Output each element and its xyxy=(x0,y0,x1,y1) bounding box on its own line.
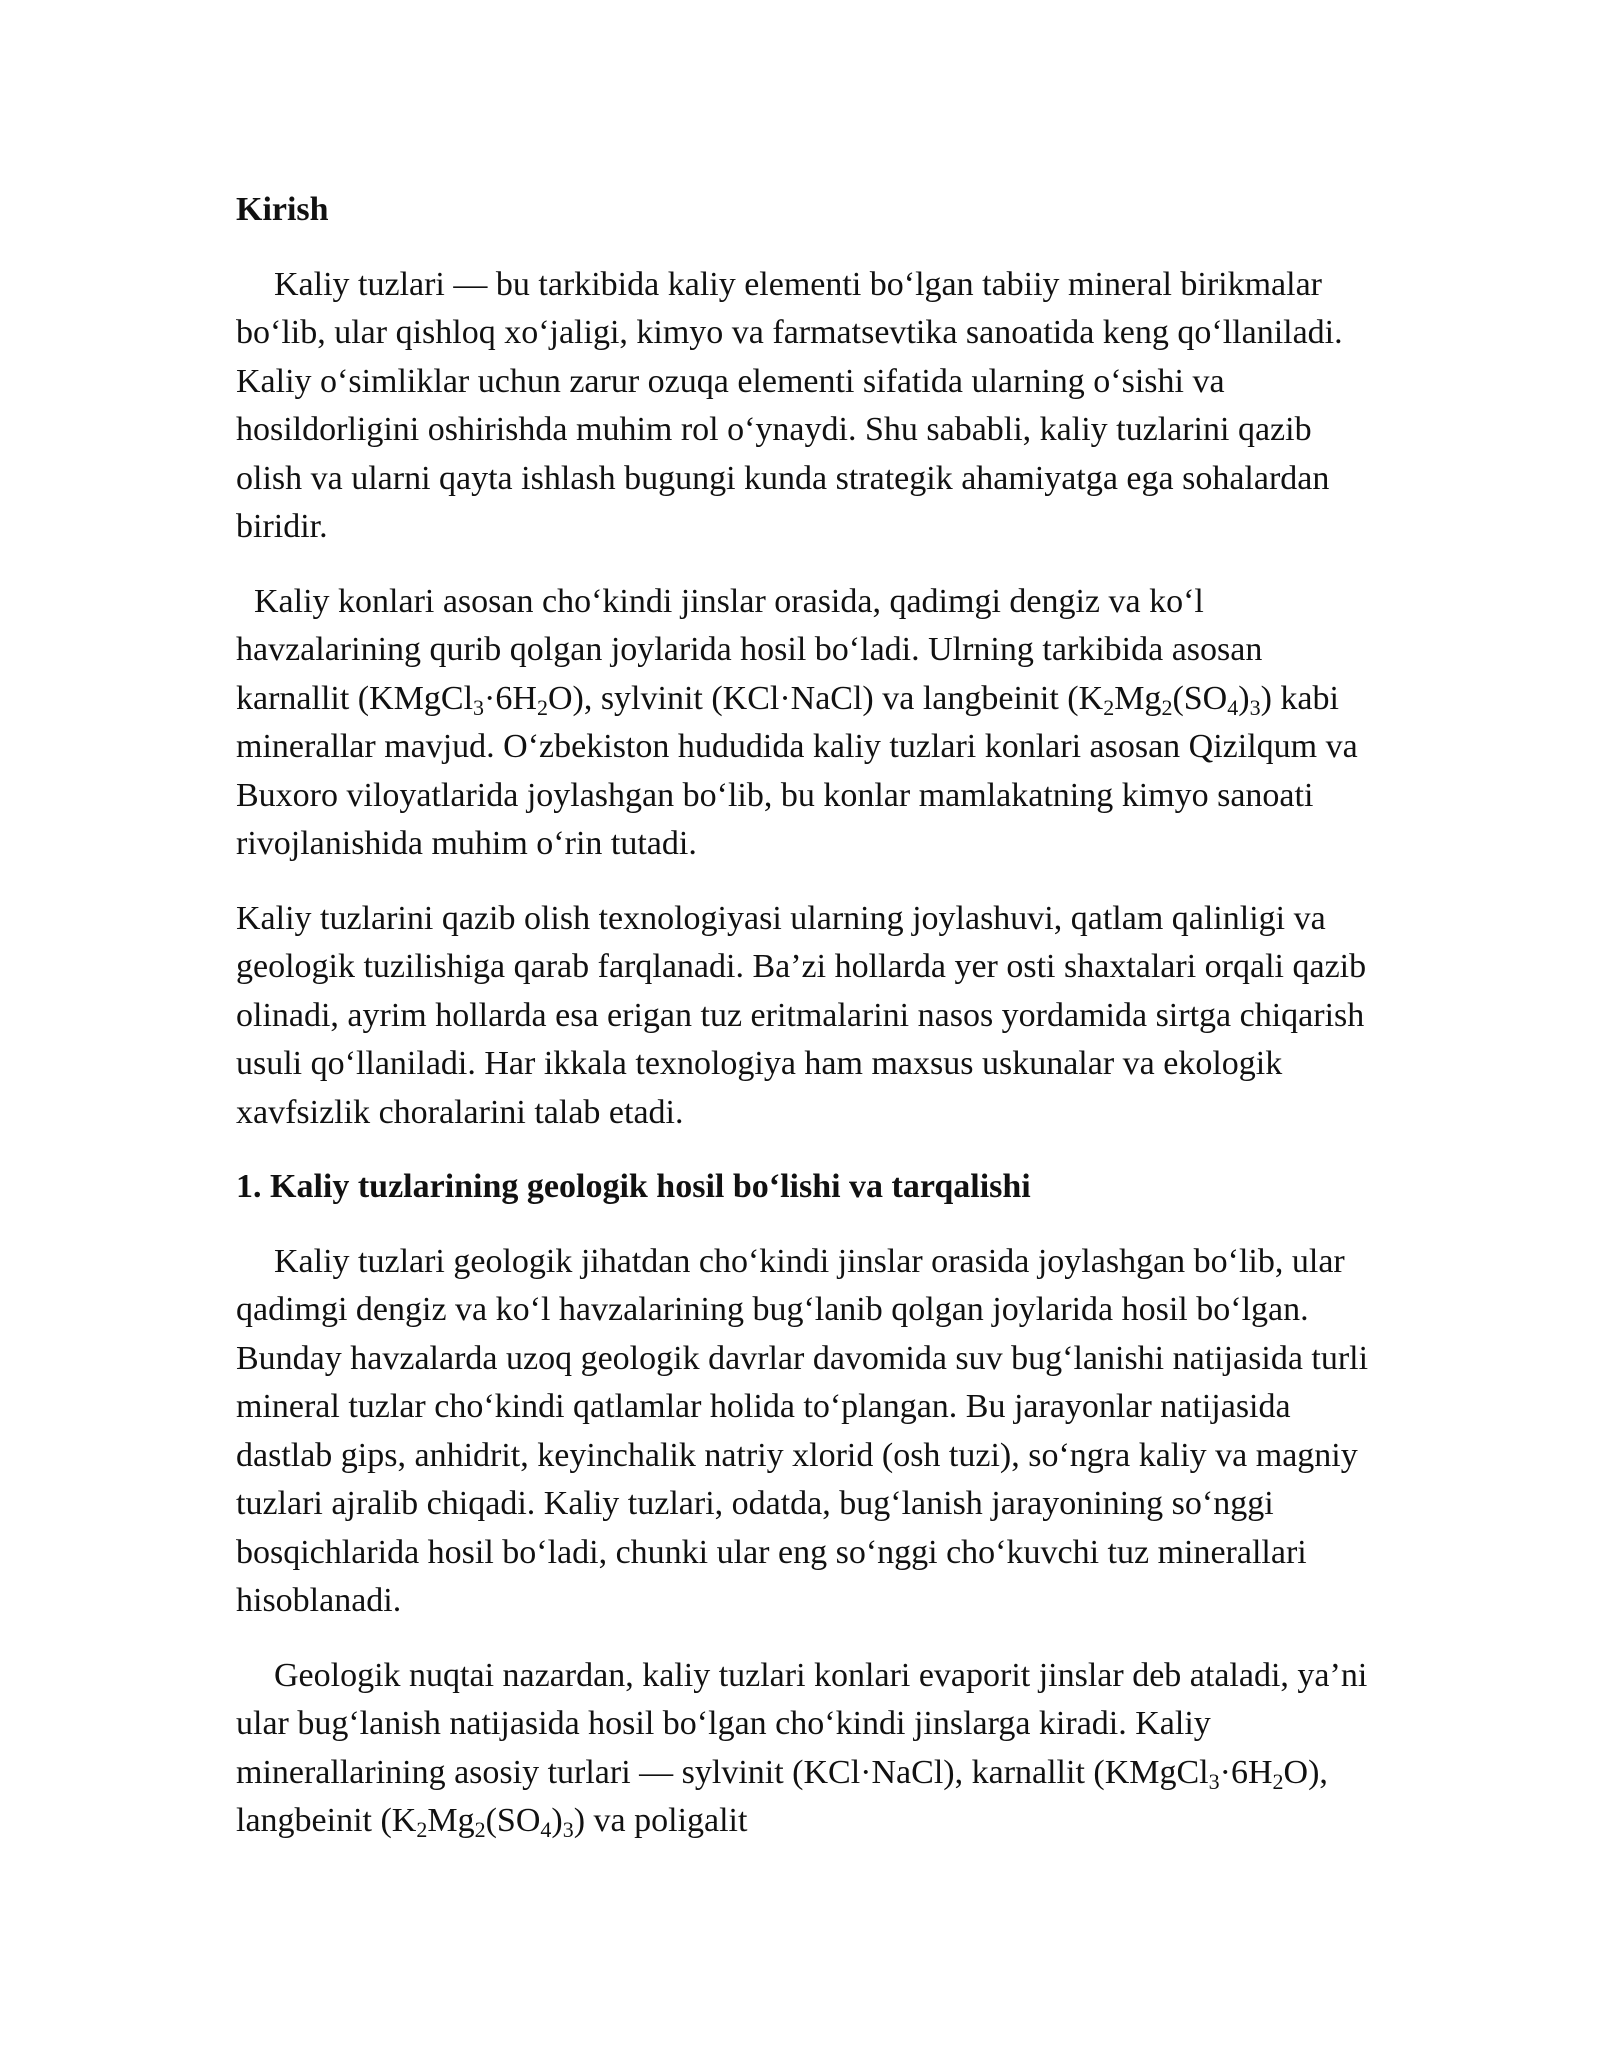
formula-part: KMgCl xyxy=(1104,1753,1209,1791)
paragraph-5-text-3: ) va poligalit xyxy=(573,1802,748,1839)
paragraph-2-text-1: Kaliy konlari asosan cho‘kindi jinslar orasida, qadimgi dengiz va ko‘l havzalarining qurib qolgan joylarida hosil bo‘ladi. Ulrning tarkibida asosan karnallit ( xyxy=(236,582,1263,717)
formula-carnallite xyxy=(369,679,573,720)
formula-part: O xyxy=(547,679,573,717)
formula-subscript: 4 xyxy=(1227,694,1239,720)
formula-subscript: 2 xyxy=(1272,1768,1284,1794)
paragraph-4: Kaliy tuzlari geologik jihatdan cho‘kindi jinslar orasida joylashgan bo‘lib, ular qadimgi dengiz va ko‘l havzalarining bug‘lanib qolgan joylarida hosil bo‘lgan. Bunday havzalarda uzoq geologik davrlar davomida suv bug‘lanishi natijasida turli mineral tuzlar cho‘kindi qatlamlar holida to‘plangan. Bu jarayonlar natijasida dastlab gips, anhidrit, keyinchalik natriy xlorid (osh tuzi), so‘ngra kaliy va magniy tuzlari ajralib chiqadi. Kaliy tuzlari, odatda, bug‘lanish jarayonining so‘nggi bosqichlarida hosil bo‘ladi, chunki ular eng so‘nggi cho‘kuvchi tuz minerallari hisoblanadi. xyxy=(236,1242,1369,1619)
formula-part: ) xyxy=(1238,679,1250,717)
formula-subscript: 3 xyxy=(562,1817,574,1842)
formula-part: Mg xyxy=(1114,679,1162,717)
formula-part: Mg xyxy=(427,1802,475,1839)
paragraph-5 xyxy=(236,1652,1376,1846)
formula-part: KMgCl xyxy=(369,679,474,717)
paragraph-1: Kaliy tuzlari — bu tarkibida kaliy elementi bo‘lgan tabiiy mineral birikmalar bo‘lib, ular qishloq xo‘jaligi, kimyo va farmatsevtika sanoatida keng qo‘llaniladi. Kaliy o‘simliklar uchun zarur ozuqa elementi sifatida ularning o‘sishi va hosildorligini oshirishda muhim rol o‘ynaydi. Shu sababli, kaliy tuzlarini qazib olish va ularni qayta ishlash bugungi kunda strategik ahamiyatga ega sohalardan biridir. xyxy=(236,265,1343,545)
formula-carnallite xyxy=(1104,1753,1309,1794)
formula-subscript: 2 xyxy=(1161,694,1173,720)
formula-subscript: 3 xyxy=(1249,694,1261,720)
formula-part: (SO xyxy=(485,1802,541,1839)
paragraph-2-text-2: ), sylvinit (KCl·NaCl) va langbeinit ( xyxy=(572,679,1079,717)
formula-part: O xyxy=(1283,1753,1309,1791)
formula-langbeinite xyxy=(1078,679,1261,720)
heading-section-1: 1. Kaliy tuzlarining geologik hosil bo‘lishi va tarqalishi xyxy=(236,1168,1031,1205)
formula-subscript: 4 xyxy=(540,1817,552,1842)
formula-part: ·6H xyxy=(1219,1753,1273,1791)
formula-langbeinite xyxy=(391,1802,574,1842)
formula-subscript: 3 xyxy=(1208,1768,1220,1794)
formula-part: (SO xyxy=(1172,679,1228,717)
paragraph-3: Kaliy tuzlarini qazib olish texnologiyasi ularning joylashuvi, qatlam qalinligi va geologik tuzilishiga qarab farqlanadi. Ba’zi hollarda yer osti shaxtalari orqali qazib olinadi, ayrim hollarda esa erigan tuz eritmalarini nasos yordamida sirtga chiqarish usuli qo‘llaniladi. Har ikkala texnologiya ham maxsus uskunalar va ekologik xavfsizlik choralarini talab etadi. xyxy=(236,899,1367,1131)
formula-subscript: 3 xyxy=(473,694,485,720)
paragraph-2-text-3: ) kabi minerallar mavjud. O‘zbekiston hududida kaliy tuzlari konlari asosan Qizilqum va Buxoro viloyatlarida joylashgan bo‘lib, bu konlar mamlakatning kimyo sanoati rivojlanishida muhim o‘rin tutadi. xyxy=(236,679,1358,862)
document-body xyxy=(236,186,1376,1872)
formula-subscript: 2 xyxy=(474,1817,486,1842)
formula-subscript: 2 xyxy=(416,1817,428,1842)
heading-intro: Kirish xyxy=(236,191,329,228)
paragraph-2 xyxy=(236,578,1376,869)
formula-part: K xyxy=(1078,679,1104,717)
formula-subscript: 2 xyxy=(1103,694,1115,720)
paragraph-5-text-2: ), langbeinit ( xyxy=(236,1753,1328,1839)
formula-part: K xyxy=(391,1802,417,1839)
formula-subscript: 2 xyxy=(536,694,548,720)
paragraph-5-text-1: Geologik nuqtai nazardan, kaliy tuzlari konlari evaporit jinslar deb ataladi, ya’ni ular bug‘lanish natijasida hosil bo‘lgan cho‘kindi jinslarga kiradi. Kaliy minerallarining asosiy turlari — sylvinit (KCl·NaCl), karnallit ( xyxy=(236,1656,1368,1791)
formula-part: ·6H xyxy=(484,679,537,717)
formula-part: ) xyxy=(551,1802,563,1839)
